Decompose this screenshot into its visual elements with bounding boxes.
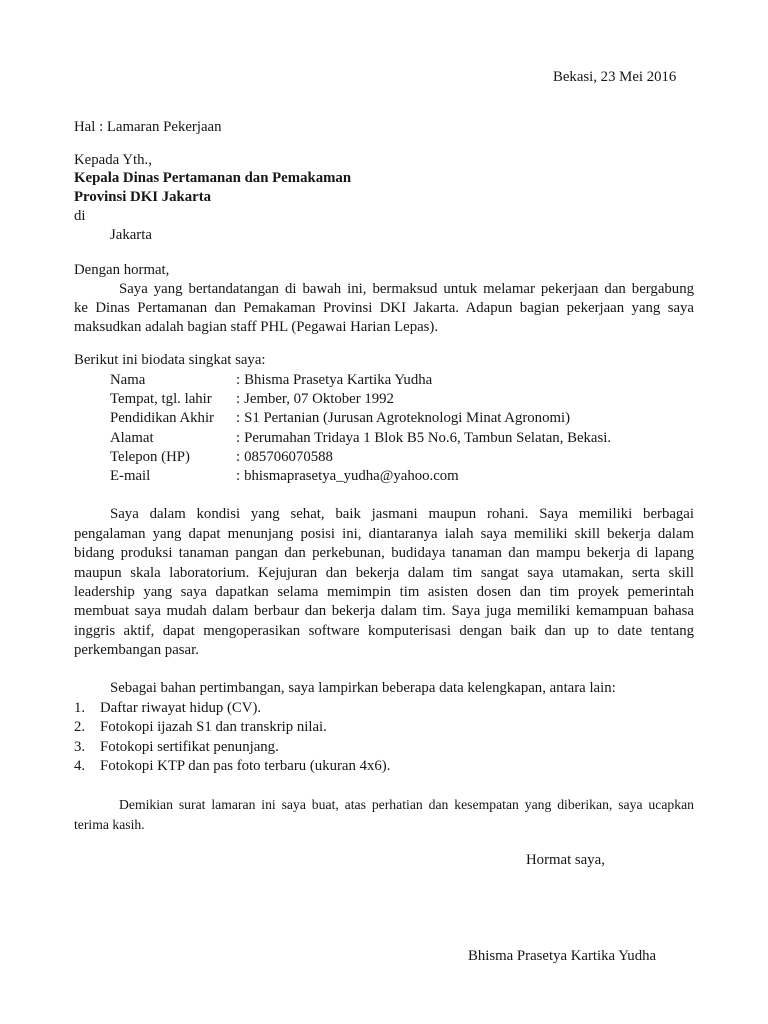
closing-paragraph-line: Demikian surat lamaran ini saya buat, atas perhatian dan kesempatan yang diberikan, saya ucapkan — [119, 797, 694, 812]
recipient-title-line1: Kepala Dinas Pertamanan dan Pemakaman — [74, 170, 352, 187]
attachment-item — [74, 757, 694, 777]
recipient-preposition: di — [74, 207, 86, 224]
attachment-text: Fotokopi sertifikat penunjang. — [100, 738, 279, 755]
biodata-separator: : — [236, 371, 241, 388]
biodata-value: bhismaprasetya_yudha@yahoo.com — [244, 468, 459, 485]
signatory-name: Bhisma Prasetya Kartika Yudha — [468, 948, 657, 965]
attachments-intro: Sebagai bahan pertimbangan, saya lampirkan beberapa data kelengkapan, antara lain: — [110, 680, 616, 697]
biodata-row — [74, 390, 694, 409]
body-paragraph-line: bidang produksi tanaman pangan dan perkebunan, budidaya tanaman dan mampu bekerja di lapang — [74, 545, 694, 562]
biodata-separator: : — [236, 390, 241, 407]
attachment-number: 4. — [74, 758, 86, 775]
regards-line: Hormat saya, — [526, 852, 605, 869]
body-paragraph-line: perkembangan pasar. — [74, 642, 199, 659]
attachment-text: Fotokopi KTP dan pas foto terbaru (ukuran 4x6). — [100, 758, 391, 775]
body-paragraph-line: membuat saya mudah dalam berbaur dan bekerja dalam tim. Saya juga memiliki kemampuan bahasa — [74, 603, 694, 620]
subject-line: Hal : Lamaran Pekerjaan — [74, 119, 222, 135]
body-paragraph-line: maupun skala laboratorium. Kejujuran dan bekerja dalam tim sangat saya utamakan, serta skill — [74, 564, 694, 581]
attachment-text: Daftar riwayat hidup (CV). — [100, 699, 262, 716]
biodata-value: S1 Pertanian (Jurusan Agroteknologi Minat Agronomi) — [244, 410, 571, 427]
recipient-title-line2: Provinsi DKI Jakarta — [74, 189, 212, 206]
attachment-text: Fotokopi ijazah S1 dan transkrip nilai. — [100, 719, 327, 736]
intro-paragraph — [74, 261, 694, 337]
body-paragraph — [74, 505, 694, 661]
intro-paragraph-line: Saya yang bertandatangan di bawah ini, bermaksud untuk melamar pekerjaan dan bergabung — [119, 280, 694, 297]
biodata-intro: Berikut ini biodata singkat saya: — [74, 352, 266, 369]
biodata-row — [74, 371, 694, 390]
attachment-number: 2. — [74, 719, 86, 736]
biodata-row — [74, 448, 694, 467]
salutation: Dengan hormat, — [74, 261, 170, 278]
biodata-value: Bhisma Prasetya Kartika Yudha — [244, 371, 433, 388]
intro-paragraph-line: maksudkan adalah bagian staff PHL (Pegawai Harian Lepas). — [74, 318, 439, 335]
body-paragraph-line: inggris aktif, dapat mengoperasikan software komputerisasi dengan baik dan up to date tentang — [74, 622, 694, 639]
intro-paragraph-line: ke Dinas Pertamanan dan Pemakaman Provinsi DKI Jakarta. Adapun bagian pekerjaan yang saya — [74, 299, 694, 316]
body-paragraph-line: Saya dalam kondisi yang sehat, baik jasmani maupun rohani. Saya memiliki berbagai — [110, 506, 694, 523]
biodata-label: Pendidikan Akhir — [110, 410, 214, 427]
biodata-label: Telepon (HP) — [110, 448, 190, 465]
biodata-value: Perumahan Tridaya 1 Blok B5 No.6, Tambun Selatan, Bekasi. — [244, 429, 612, 446]
biodata-separator: : — [236, 468, 241, 485]
biodata-row — [74, 429, 694, 448]
attachment-item — [74, 738, 694, 758]
biodata-separator: : — [236, 410, 241, 427]
biodata-value: 085706070588 — [244, 448, 333, 465]
biodata-separator: : — [236, 448, 241, 465]
attachment-number: 3. — [74, 738, 86, 755]
biodata-row — [74, 409, 694, 428]
biodata-value: Jember, 07 Oktober 1992 — [244, 390, 394, 407]
biodata-separator: : — [236, 429, 241, 446]
attachments-section — [74, 679, 694, 777]
biodata-section — [74, 351, 694, 486]
recipient-greeting: Kepada Yth., — [74, 151, 152, 168]
attachment-number: 1. — [74, 699, 86, 716]
attachment-item — [74, 718, 694, 738]
place-date: Bekasi, 23 Mei 2016 — [553, 69, 677, 85]
closing-paragraph — [74, 795, 694, 835]
biodata-label: E-mail — [110, 468, 151, 485]
attachment-item — [74, 699, 694, 719]
recipient-block — [74, 151, 351, 245]
biodata-label: Alamat — [110, 429, 154, 446]
biodata-row — [74, 467, 694, 486]
body-paragraph-line: leadership yang saya dapatkan selama memimpin tim asisten dosen dan tim proyek pemerintah — [74, 584, 694, 601]
closing-paragraph-line: terima kasih. — [74, 817, 145, 832]
biodata-label: Tempat, tgl. lahir — [110, 390, 212, 407]
biodata-label: Nama — [110, 371, 146, 388]
body-paragraph-line: pengalaman yang dapat menunjang posisi ini, diantaranya ialah saya memiliki skill bekerja dalam — [74, 525, 694, 542]
recipient-city: Jakarta — [110, 226, 152, 243]
